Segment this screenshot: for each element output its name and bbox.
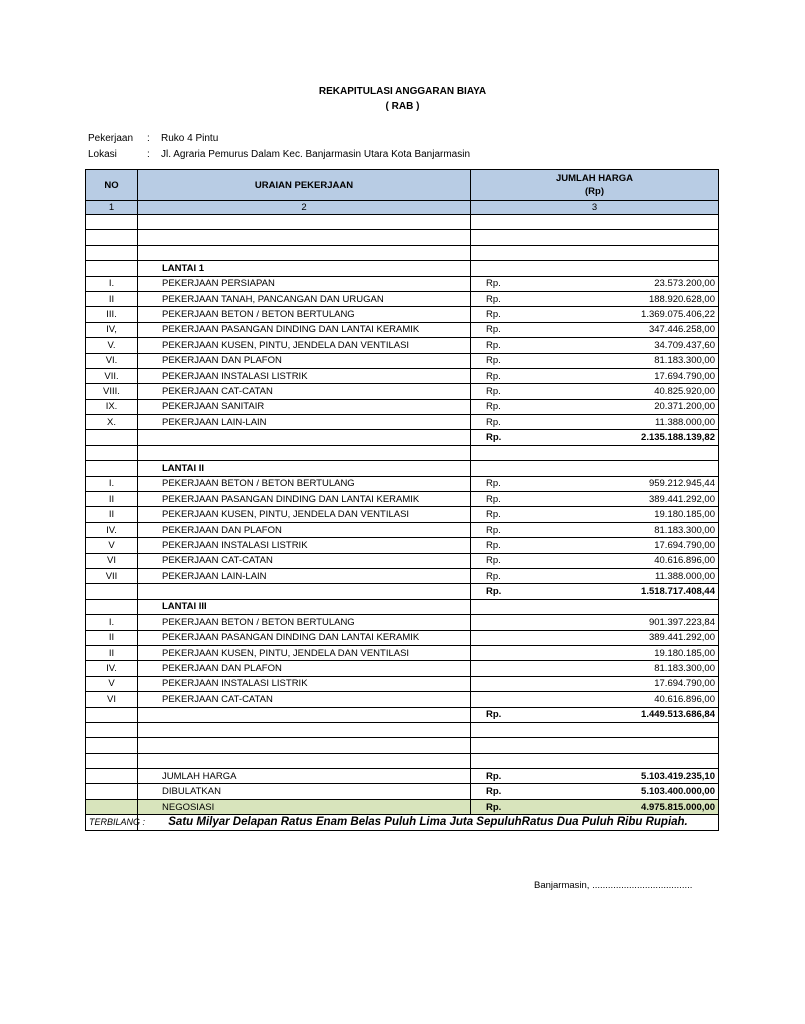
currency-label: Rp.: [486, 293, 501, 305]
table-row: [86, 738, 719, 753]
amount-value: 5.103.419.235,10: [641, 770, 715, 782]
terbilang-row: [86, 815, 719, 830]
currency-label: Rp.: [486, 370, 501, 382]
cell-harga: [471, 630, 719, 645]
table-row: [86, 599, 719, 614]
cell-no: [86, 722, 138, 737]
currency-label: Rp.: [486, 339, 501, 351]
amount-value: 81.183.300,00: [654, 663, 715, 675]
table-row: [86, 692, 719, 707]
currency-label: Rp.: [486, 478, 501, 490]
cell-no: X.: [86, 415, 138, 430]
table-row: [86, 399, 719, 414]
table-row: [86, 368, 719, 383]
amount-value: 20.371.200,00: [654, 401, 715, 413]
amount-value: 188.920.628,00: [648, 293, 715, 305]
table-row: [86, 261, 719, 276]
cell-no: [86, 461, 138, 476]
cell-no: [86, 707, 138, 722]
table-row: [86, 630, 719, 645]
amount-value: 19.180.185,00: [654, 509, 715, 521]
col-number: 3: [471, 201, 719, 215]
currency-label: Rp.: [486, 709, 502, 721]
table-row: [86, 476, 719, 491]
currency-label: Rp.: [486, 524, 501, 536]
cell-no: IV.: [86, 522, 138, 537]
cell-uraian: PEKERJAAN SANITAIR: [138, 399, 471, 414]
cell-uraian: LANTAI II: [138, 461, 471, 476]
cell-uraian: PEKERJAAN CAT-CATAN: [138, 384, 471, 399]
amount-value: 34.709.437,60: [654, 339, 715, 351]
cell-harga: [471, 784, 719, 799]
table-row: [86, 461, 719, 476]
amount-value: 11.388.000,00: [654, 570, 715, 582]
cell-harga: [471, 584, 719, 599]
amount-value: 40.825.920,00: [654, 385, 715, 397]
currency-label: Rp.: [486, 432, 502, 444]
table-row: [86, 492, 719, 507]
table-row: [86, 276, 719, 291]
amount-value: 11.388.000,00: [654, 416, 715, 428]
cell-no: I.: [86, 615, 138, 630]
cell-harga: [471, 692, 719, 707]
cell-no: [86, 430, 138, 445]
cell-no: VIII.: [86, 384, 138, 399]
amount-value: 17.694.790,00: [654, 539, 715, 551]
header-uraian: URAIAN PEKERJAAN: [138, 170, 471, 201]
cell-uraian: PEKERJAAN PASANGAN DINDING DAN LANTAI KERAMIK: [138, 492, 471, 507]
amount-value: 389.441.292,00: [648, 632, 715, 644]
cell-uraian: PEKERJAAN INSTALASI LISTRIK: [138, 676, 471, 691]
cell-harga: [471, 445, 719, 460]
cell-harga: [471, 599, 719, 614]
cell-harga: [471, 215, 719, 230]
table-row: [86, 538, 719, 553]
cell-no: II: [86, 645, 138, 660]
cell-harga: [471, 738, 719, 753]
cell-no: [86, 230, 138, 245]
amount-value: 347.446.258,00: [648, 324, 715, 336]
header-no: NO: [86, 170, 138, 201]
meta-label: Lokasi: [88, 149, 117, 160]
currency-label: Rp.: [486, 355, 501, 367]
currency-label: Rp.: [486, 770, 502, 782]
currency-label: Rp.: [486, 786, 502, 798]
cell-uraian: PEKERJAAN DAN PLAFON: [138, 522, 471, 537]
cell-no: [86, 599, 138, 614]
cell-harga: [471, 615, 719, 630]
cell-uraian: DIBULATKAN: [138, 784, 471, 799]
currency-label: Rp.: [486, 509, 501, 521]
col-number: 2: [138, 201, 471, 215]
table-row: [86, 245, 719, 260]
cell-no: [86, 753, 138, 768]
table-row: [86, 769, 719, 784]
cell-harga: [471, 415, 719, 430]
header-jumlah-line2: (Rp): [585, 186, 604, 197]
cell-harga: [471, 261, 719, 276]
cell-harga: [471, 399, 719, 414]
cell-harga: [471, 276, 719, 291]
terbilang-text: Satu Milyar Delapan Ratus Enam Belas Puluh Lima Juta SepuluhRatus Dua Puluh Ribu Rupiah.: [138, 815, 719, 830]
amount-value: 81.183.300,00: [654, 355, 715, 367]
cell-no: II: [86, 291, 138, 306]
table-row: [86, 507, 719, 522]
cell-uraian: PEKERJAAN BETON / BETON BERTULANG: [138, 476, 471, 491]
currency-label: Rp.: [486, 555, 501, 567]
currency-label: Rp.: [486, 539, 501, 551]
table-row: [86, 753, 719, 768]
cell-uraian: PEKERJAAN BETON / BETON BERTULANG: [138, 307, 471, 322]
cell-harga: [471, 291, 719, 306]
cell-no: I.: [86, 276, 138, 291]
col-number: 1: [86, 201, 138, 215]
cell-uraian: [138, 722, 471, 737]
cell-harga: [471, 384, 719, 399]
cell-harga: [471, 538, 719, 553]
cell-uraian: [138, 430, 471, 445]
cell-no: VI: [86, 553, 138, 568]
cell-harga: [471, 338, 719, 353]
cell-no: V: [86, 676, 138, 691]
cell-uraian: LANTAI 1: [138, 261, 471, 276]
cell-no: V.: [86, 338, 138, 353]
cell-harga: [471, 322, 719, 337]
terbilang-label: TERBILANG :: [86, 815, 138, 830]
cell-uraian: PEKERJAAN CAT-CATAN: [138, 553, 471, 568]
cell-no: [86, 261, 138, 276]
table-row: [86, 445, 719, 460]
cell-uraian: [138, 445, 471, 460]
cell-harga: [471, 661, 719, 676]
currency-label: Rp.: [486, 385, 501, 397]
cell-uraian: PEKERJAAN TANAH, PANCANGAN DAN URUGAN: [138, 291, 471, 306]
currency-label: Rp.: [486, 401, 501, 413]
table-row: [86, 661, 719, 676]
cell-uraian: [138, 738, 471, 753]
amount-value: 17.694.790,00: [654, 678, 715, 690]
cell-harga: [471, 476, 719, 491]
cell-uraian: [138, 707, 471, 722]
table-row: [86, 645, 719, 660]
cell-uraian: PEKERJAAN DAN PLAFON: [138, 661, 471, 676]
cell-no: [86, 784, 138, 799]
cell-harga: [471, 522, 719, 537]
table-row: [86, 615, 719, 630]
cell-uraian: JUMLAH HARGA: [138, 769, 471, 784]
cell-no: [86, 215, 138, 230]
cell-uraian: [138, 215, 471, 230]
cell-no: IV.: [86, 661, 138, 676]
cell-uraian: PEKERJAAN KUSEN, PINTU, JENDELA DAN VENTILASI: [138, 338, 471, 353]
cell-harga: [471, 245, 719, 260]
table-row: [86, 322, 719, 337]
table-row: [86, 353, 719, 368]
currency-label: Rp.: [486, 278, 501, 290]
cell-harga: [471, 307, 719, 322]
meta-value: Jl. Agraria Pemurus Dalam Kec. Banjarmasin Utara Kota Banjarmasin: [161, 149, 471, 160]
cell-uraian: PEKERJAAN LAIN-LAIN: [138, 568, 471, 583]
amount-value: 40.616.896,00: [654, 555, 715, 567]
currency-label: Rp.: [486, 416, 501, 428]
cell-no: [86, 245, 138, 260]
cell-no: II: [86, 630, 138, 645]
cell-uraian: PEKERJAAN INSTALASI LISTRIK: [138, 368, 471, 383]
table-row: [86, 307, 719, 322]
cell-no: [86, 799, 138, 814]
cell-no: IV,: [86, 322, 138, 337]
currency-label: Rp.: [486, 493, 501, 505]
header-jumlah-line1: JUMLAH HARGA: [555, 173, 634, 184]
document-subtitle: ( RAB ): [385, 101, 420, 112]
cell-no: [86, 445, 138, 460]
cell-no: VI.: [86, 353, 138, 368]
cell-uraian: [138, 230, 471, 245]
cell-uraian: PEKERJAAN PASANGAN DINDING DAN LANTAI KERAMIK: [138, 630, 471, 645]
cell-uraian: PEKERJAAN KUSEN, PINTU, JENDELA DAN VENTILASI: [138, 645, 471, 660]
cell-uraian: PEKERJAAN PASANGAN DINDING DAN LANTAI KERAMIK: [138, 322, 471, 337]
amount-value: 959.212.945,44: [648, 478, 715, 490]
cell-no: VII: [86, 568, 138, 583]
currency-label: Rp.: [486, 801, 502, 813]
cell-no: V: [86, 538, 138, 553]
meta-separator: :: [147, 149, 150, 160]
header-jumlah: [471, 170, 719, 201]
table-row: [86, 430, 719, 445]
amount-value: 1.369.075.406,22: [641, 309, 715, 321]
currency-label: Rp.: [486, 586, 502, 598]
document-title: REKAPITULASI ANGGARAN BIAYA: [318, 86, 487, 97]
cell-uraian: LANTAI III: [138, 599, 471, 614]
cell-no: II: [86, 492, 138, 507]
amount-value: 40.616.896,00: [654, 693, 715, 705]
meta-label: Pekerjaan: [88, 133, 134, 144]
column-number-row: [86, 201, 719, 215]
cell-harga: [471, 353, 719, 368]
amount-value: 1.449.513.686,84: [641, 709, 715, 721]
cell-uraian: PEKERJAAN INSTALASI LISTRIK: [138, 538, 471, 553]
amount-value: 901.397.223,84: [648, 616, 715, 628]
cell-harga: [471, 368, 719, 383]
currency-label: Rp.: [486, 309, 501, 321]
cell-harga: [471, 753, 719, 768]
cell-no: I.: [86, 476, 138, 491]
table-row: [86, 707, 719, 722]
cell-uraian: PEKERJAAN KUSEN, PINTU, JENDELA DAN VENTILASI: [138, 507, 471, 522]
cell-no: VII.: [86, 368, 138, 383]
cell-harga: [471, 461, 719, 476]
cell-harga: [471, 799, 719, 814]
amount-value: 4.975.815.000,00: [641, 801, 715, 813]
signature-place-date: Banjarmasin, ......................................: [534, 880, 693, 891]
cell-uraian: NEGOSIASI: [138, 799, 471, 814]
table-row: [86, 522, 719, 537]
table-row: [86, 415, 719, 430]
table-row: [86, 568, 719, 583]
amount-value: 1.518.717.408,44: [641, 586, 715, 598]
cell-uraian: [138, 753, 471, 768]
table-row: [86, 584, 719, 599]
cell-no: IX.: [86, 399, 138, 414]
cell-uraian: [138, 584, 471, 599]
currency-label: Rp.: [486, 324, 501, 336]
cell-harga: [471, 645, 719, 660]
table-row: [86, 384, 719, 399]
meta-value: Ruko 4 Pintu: [161, 133, 219, 144]
cell-no: [86, 769, 138, 784]
table-row: [86, 215, 719, 230]
cell-no: [86, 584, 138, 599]
cell-harga: [471, 568, 719, 583]
cell-no: III.: [86, 307, 138, 322]
cell-harga: [471, 722, 719, 737]
cell-harga: [471, 553, 719, 568]
meta-separator: :: [147, 133, 150, 144]
cell-harga: [471, 430, 719, 445]
cell-harga: [471, 769, 719, 784]
cell-uraian: PEKERJAAN LAIN-LAIN: [138, 415, 471, 430]
currency-label: Rp.: [486, 570, 501, 582]
table-row: [86, 722, 719, 737]
cell-harga: [471, 707, 719, 722]
table-row: [86, 676, 719, 691]
amount-value: 2.135.188.139,82: [641, 432, 715, 444]
cell-uraian: PEKERJAAN PERSIAPAN: [138, 276, 471, 291]
table-row: [86, 553, 719, 568]
cell-no: II: [86, 507, 138, 522]
rab-table: [85, 169, 719, 831]
amount-value: 81.183.300,00: [654, 524, 715, 536]
table-header-row: [86, 170, 719, 201]
cell-harga: [471, 676, 719, 691]
cell-no: VI: [86, 692, 138, 707]
amount-value: 17.694.790,00: [654, 370, 715, 382]
cell-harga: [471, 507, 719, 522]
amount-value: 5.103.400.000,00: [641, 786, 715, 798]
table-row: [86, 784, 719, 799]
amount-value: 19.180.185,00: [654, 647, 715, 659]
table-row: [86, 799, 719, 814]
cell-harga: [471, 230, 719, 245]
cell-harga: [471, 492, 719, 507]
amount-value: 23.573.200,00: [654, 278, 715, 290]
cell-uraian: PEKERJAAN BETON / BETON BERTULANG: [138, 615, 471, 630]
table-row: [86, 291, 719, 306]
cell-uraian: PEKERJAAN CAT-CATAN: [138, 692, 471, 707]
table-row: [86, 338, 719, 353]
amount-value: 389.441.292,00: [648, 493, 715, 505]
table-row: [86, 230, 719, 245]
cell-no: [86, 738, 138, 753]
cell-uraian: [138, 245, 471, 260]
cell-uraian: PEKERJAAN DAN PLAFON: [138, 353, 471, 368]
